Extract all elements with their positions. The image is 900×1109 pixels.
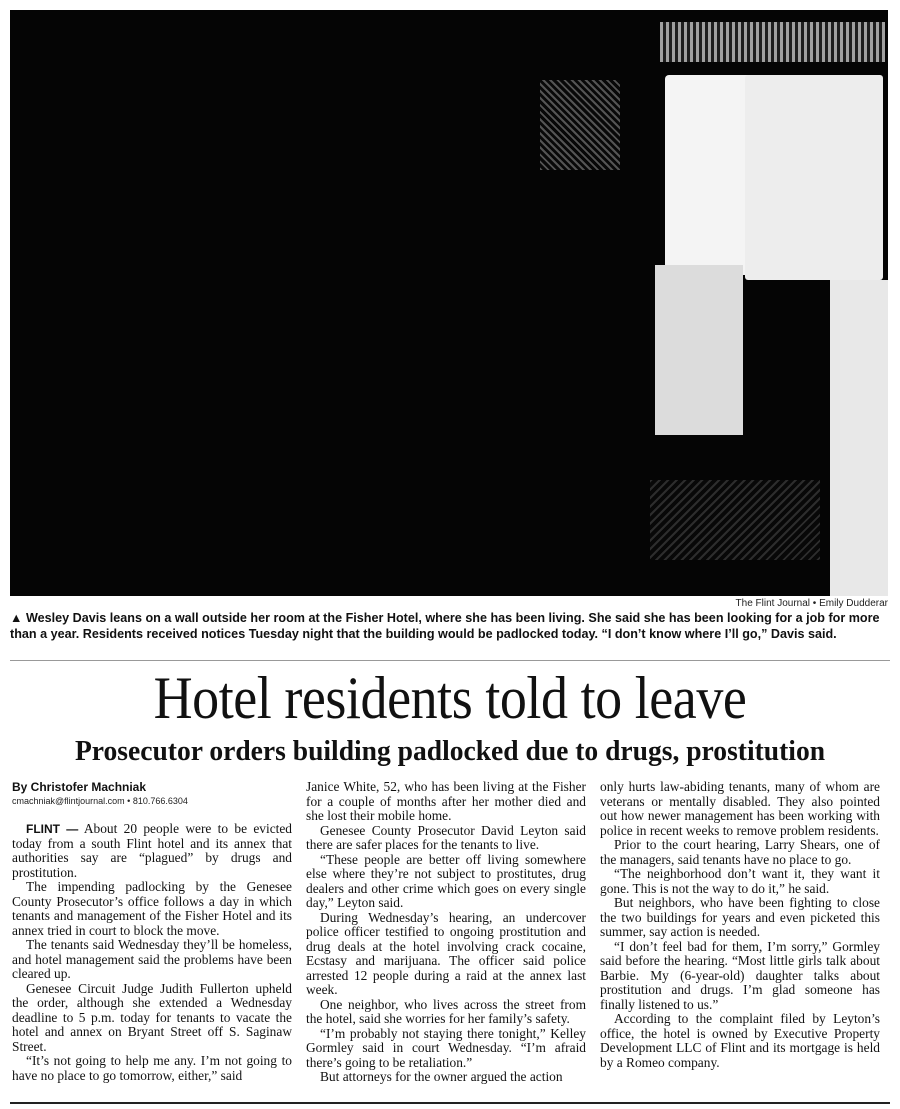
paragraph: “These people are better off living somewhere else where they’re not subject to prostitutes, drug dealers and other crime which goes on every single day,” Leyton said. xyxy=(306,851,586,910)
article-column-3 xyxy=(600,780,880,1070)
photo-caption: ▲ Wesley Davis leans on a wall outside her room at the Fisher Hotel, where she has been living. She said she has been looking for a job for more than a year. Residents received notices Tuesday night that the building would be padlocked today. “I don’t know where I’ll go,” Davis said. xyxy=(10,611,880,641)
paragraph: Janice White, 52, who has been living at the Fisher for a couple of months after her mother died and she lost their mobile home. xyxy=(306,779,586,823)
paragraph: Prior to the court hearing, Larry Shears, one of the managers, said tenants have no place to go. xyxy=(600,837,880,867)
photo-credit: The Flint Journal • Emily Dudderar xyxy=(735,598,888,609)
byline: By Christofer Machniak xyxy=(12,780,147,794)
paragraph: “I don’t feel bad for them, I’m sorry,” Gormley said before the hearing. “Most little girls talk about Barbie. My (6-year-old) daughter talks about prostitution and drugs. I’m glad someone has finally listened to us.” xyxy=(600,938,880,1012)
paragraph-text: About 20 people were to be evicted today from a south Flint hotel and its annex that authorities say are “plagued” by drugs and prostitution. xyxy=(12,821,293,880)
paragraph: Genesee Circuit Judge Judith Fullerton upheld the order, although she extended a Wednesday deadline to 5 p.m. today for tenants to vacate the hotel and annex on Bryant Street off S. Saginaw Street. xyxy=(12,980,292,1054)
photo-side-wall xyxy=(830,280,888,596)
photo-sign-area xyxy=(660,22,885,62)
dateline: FLINT — xyxy=(26,822,79,836)
author-contact: cmachniak@flintjournal.com • 810.766.6304 xyxy=(12,796,188,806)
paragraph: But attorneys for the owner argued the action xyxy=(320,1069,563,1084)
photo-door-frame xyxy=(745,75,883,280)
paragraph: The impending padlocking by the Genesee County Prosecutor’s office follows a day in which tenants and management of the Fisher Hotel and its annex tried in court to block the move. xyxy=(12,879,292,938)
photo-door-lower xyxy=(655,265,743,435)
photo-floor-texture xyxy=(650,480,820,560)
byline-block xyxy=(12,780,284,808)
photo-wall-texture xyxy=(540,80,620,170)
news-photo xyxy=(10,10,888,596)
paragraph xyxy=(12,822,292,880)
paragraph: One neighbor, who lives across the street from the hotel, said she worries for her family’s safety. xyxy=(306,996,586,1026)
headline: Hotel residents told to leave xyxy=(153,665,747,731)
divider xyxy=(10,660,890,661)
paragraph: Genesee County Prosecutor David Leyton said there are safer places for the tenants to live. xyxy=(306,822,586,852)
article-column-1 xyxy=(12,822,292,1083)
paragraph: But neighbors, who have been fighting to close the two buildings for years and even picketed this summer, say action is needed. xyxy=(600,895,880,939)
paragraph: only hurts law-abiding tenants, many of whom are veterans or mentally disabled. They also pointed out how newer management has been working with police in recent weeks to remove problem residents. xyxy=(600,779,880,838)
paragraph: During Wednesday’s hearing, an undercover police officer testified to ongoing prostitution and drug deals at the hotel involving crack cocaine, Ecstasy and marijuana. The officer said police arrested 12 people during a raid at the annex last week. xyxy=(306,909,586,997)
photo-door-panel xyxy=(665,75,753,275)
paragraph: According to the complaint filed by Leyton’s office, the hotel is owned by Executive Property Development LLC of Flint and its mortgage is held by a Romeo company. xyxy=(600,1011,880,1070)
paragraph: “I’m probably not staying there tonight,” Kelley Gormley said in court Wednesday. “I’m afraid there’s going to be retaliation.” xyxy=(306,1025,586,1070)
bottom-divider xyxy=(10,1102,890,1104)
subheadline: Prosecutor orders building padlocked due to drugs, prostitution xyxy=(74,735,826,767)
paragraph: The tenants said Wednesday they’ll be homeless, and hotel management said the problems have been cleared up. xyxy=(12,937,292,981)
paragraph: “The neighborhood don’t want it, they want it gone. This is not the way to do it,” he said. xyxy=(600,866,880,896)
article-column-2 xyxy=(306,780,586,1085)
paragraph: “It’s not going to help me any. I’m not going to have no place to go tomorrow, either,” said xyxy=(12,1053,292,1083)
